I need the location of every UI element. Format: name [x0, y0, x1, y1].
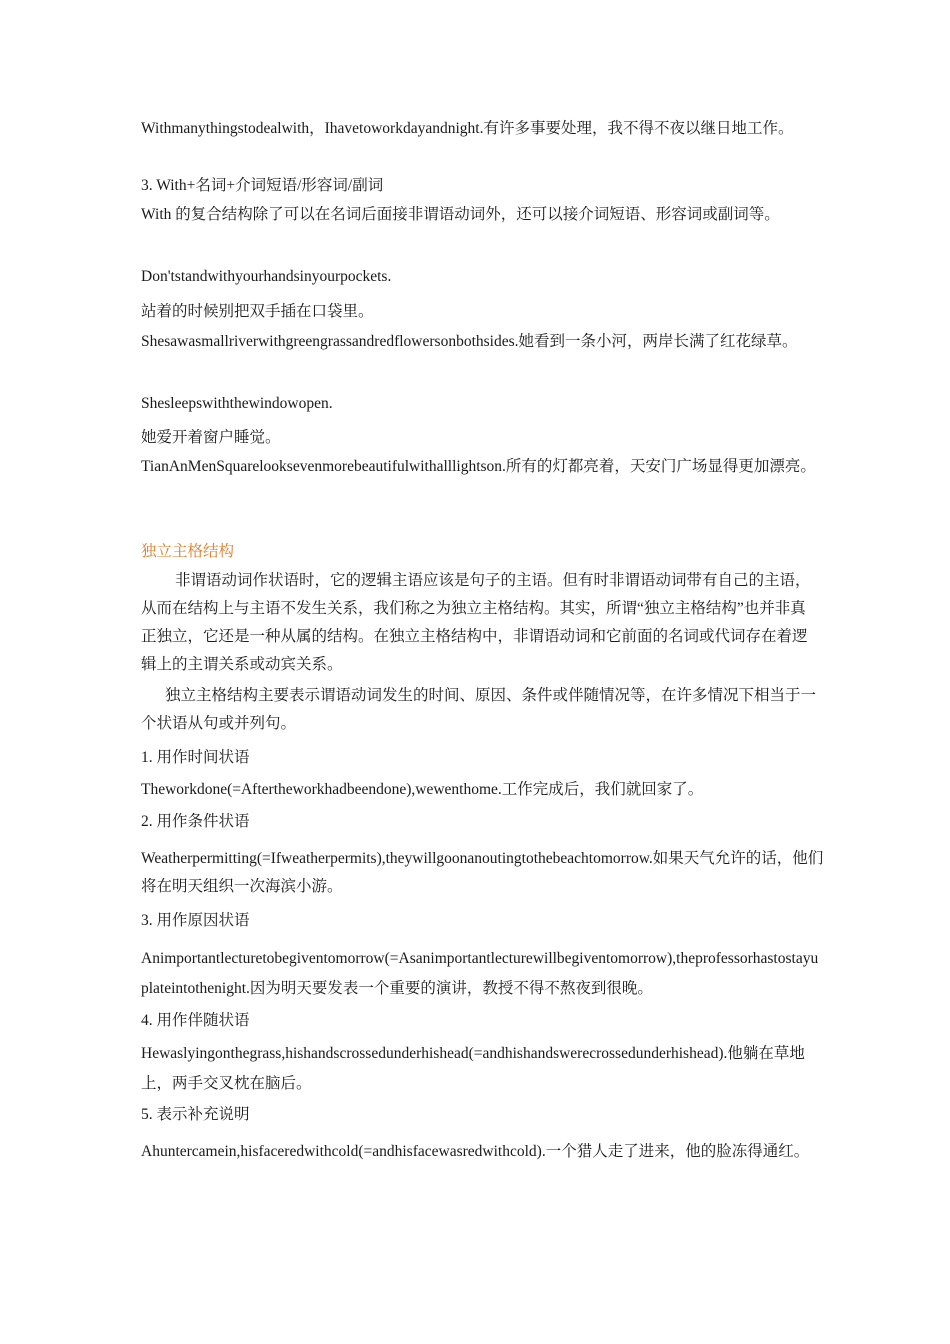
list-item-example: Animportantlecturetobegiventomorrow(=Asanimportantlecturewillbegiventomorrow),theprofessorhastostayuplateintothenight.因为明天要发表一个重要的演讲，教授不得不熬夜到很晚。 — [141, 950, 819, 997]
section-heading: 独立主格结构 — [141, 543, 235, 560]
with-example-english: Don'tstandwithyourhandsinyourpockets. — [141, 268, 392, 285]
with-example-paragraph: Withmanythingstodealwith，Ihavetoworkdayandnight.有许多事要处理，我不得不夜以继日地工作。 — [141, 120, 794, 137]
with-example-chinese: 她爱开着窗户睡觉。 — [141, 429, 281, 446]
with-example-paragraph: Shesawasmallriverwithgreengrassandredflowersonbothsides.她看到一条小河，两岸长满了红花绿草。 — [141, 333, 798, 350]
list-item-label: 3. 用作原因状语 — [141, 912, 250, 929]
intro-paragraph: 非谓语动词作状语时，它的逻辑主语应该是句子的主语。但有时非谓语动词带有自己的主语，从而在结构上与主语不发生关系，我们称之为独立主格结构。其实，所谓“独立主格结构”也并非真正独立，它还是一种从属的结构。在独立主格结构中，非谓语动词和它前面的名词或代词存在着逻辑上的主谓关系或动宾关系。 — [141, 572, 811, 673]
list-item-example: Hewaslyingonthegrass,hishandscrossedunderhishead(=andhishandswerecrossedunderhishead).他躺在草地上，两手交叉枕在脑后。 — [141, 1045, 805, 1092]
list-item-label: 4. 用作伴随状语 — [141, 1012, 250, 1029]
list-item-label: 2. 用作条件状语 — [141, 813, 250, 830]
list-item-label: 5. 表示补充说明 — [141, 1106, 250, 1123]
list-item-example: Weatherpermitting(=Ifweatherpermits),theywillgoonanoutingtothebeachtomorrow.如果天气允许的话，他们将在明天组织一次海滨小游。 — [141, 850, 824, 895]
with-example-english: Shesleepswiththewindowopen. — [141, 395, 333, 412]
with-explanation-paragraph: With 的复合结构除了可以在名词后面接非谓语动词外，还可以接介词短语、形容词或副词等。 — [141, 206, 780, 223]
list-item-example: Theworkdone(=Aftertheworkhadbeendone),wewenthome.工作完成后，我们就回家了。 — [141, 781, 704, 798]
intro-paragraph: 独立主格结构主要表示谓语动词发生的时间、原因、条件或伴随情况等，在许多情况下相当于一个状语从句或并列句。 — [141, 687, 817, 732]
with-subheading: 3. With+名词+介词短语/形容词/副词 — [141, 177, 384, 194]
with-example-paragraph: TianAnMenSquarelooksevenmorebeautifulwithalllightson.所有的灯都亮着，天安门广场显得更加漂亮。 — [141, 458, 816, 475]
with-example-chinese: 站着的时候别把双手插在口袋里。 — [141, 303, 374, 320]
list-item-label: 1. 用作时间状语 — [141, 749, 250, 766]
list-item-example: Ahuntercamein,hisfaceredwithcold(=andhisfacewasredwithcold).一个猎人走了进来，他的脸冻得通红。 — [141, 1143, 810, 1160]
